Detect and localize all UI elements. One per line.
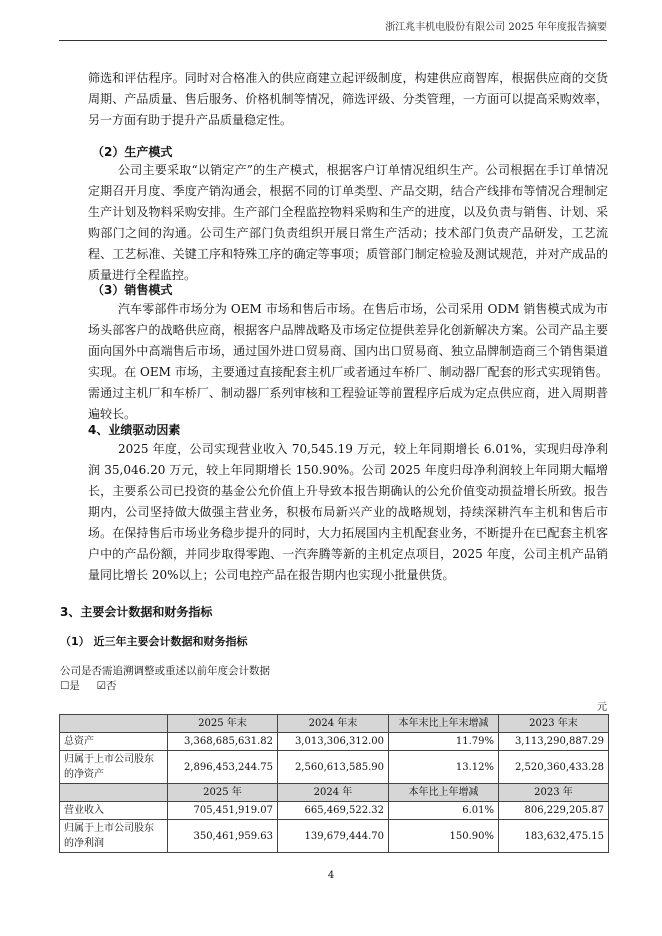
paragraph-performance-drivers: 2025 年度，公司实现营业收入 70,545.19 万元，较上年同期增长 6.01%，实现归母净利润 35,046.20 万元，较上年同期增长 150.90%。公司 2025 年度归母净利润较上年同期大幅增长，主要系公司已投资的基金公允价值上升导致本报告期确认的公允价值变动损益增长所致。报告期内，公司坚持做大做强主营业务，积极布局新兴产业的战略规划，持续深耕汽车主机和售后市场。在保持售后市场业务稳步提升的同时，大力拓展国内主机配套业务，不断提升在已配套主机客户中的产品份额，并同步取得零跑、一汽奔腾等新的主机定点项目，2025 年度，公司主机产品销量同比增长 20%以上；公司电控产品在报告期内也实现小批量供货。 (88, 442, 608, 582)
header-cell: 本年末比上年末增减 (389, 715, 499, 733)
table-cell: 3,013,306,312.00 (278, 733, 389, 751)
section-title-financial-data: 3、主要会计数据和财务指标 (60, 605, 213, 619)
table-cell: 3,368,685,631.82 (168, 733, 278, 751)
checkbox-unchecked-icon: ☐ (60, 680, 70, 692)
header-cell (60, 784, 168, 802)
table-cell: 665,469,522.32 (278, 802, 389, 820)
header-cell: 2025 年 (168, 784, 278, 802)
table-row (60, 733, 609, 751)
header-cell: 2023 年末 (499, 715, 609, 733)
heading-production-mode: （2）生产模式 (92, 145, 173, 159)
heading-sales-mode: （3）销售模式 (92, 283, 173, 297)
subsection-title-three-year-data: （1） 近三年主要会计数据和财务指标 (60, 635, 248, 648)
row-label: 营业收入 (60, 802, 168, 820)
table-cell: 3,113,290,887.29 (499, 733, 609, 751)
header-cell: 2024 年末 (278, 715, 389, 733)
table-cell: 183,632,475.15 (499, 820, 609, 853)
option-no-label: 否 (106, 680, 117, 692)
paragraph-procurement-cont: 筛选和评估程序。同时对合格准入的供应商建立起评级制度，构建供应商智库，根据供应商的交货周期、产品质量、售后服务、价格机制等情况，筛选评级、分类管理，一方面可以提高采购效率，另一方面有助于提升产品质量稳定性。 (88, 71, 608, 127)
table-cell: 350,461,959.63 (168, 820, 278, 853)
table-header-row (60, 784, 609, 802)
restatement-question: 公司是否需追溯调整或重述以前年度会计数据 (60, 665, 270, 677)
checkbox-checked-icon: ☑ (96, 680, 107, 692)
table-row (60, 751, 609, 784)
option-yes-label: 是 (69, 680, 80, 692)
table-cell: 705,451,919.07 (168, 802, 278, 820)
page-number: 4 (327, 870, 335, 881)
heading-performance-drivers: 4、业绩驱动因素 (88, 423, 181, 437)
header-cell: 2024 年 (278, 784, 389, 802)
table-cell: 2,520,360,433.28 (499, 751, 609, 784)
report-header-title: 浙江兆丰机电股份有限公司 2025 年年度报告摘要 (385, 22, 607, 33)
row-label: 归属于上市公司股东的净资产 (60, 751, 168, 784)
financial-data-table (59, 714, 609, 853)
paragraph-sales-mode: 汽车零部件市场分为 OEM 市场和售后市场。在售后市场，公司采用 ODM 销售模式成为市场头部客户的战略供应商，根据客户品牌战略及市场定位提供差异化创新解决方案。公司产品主要面向国外中高端售后市场，通过国外进口贸易商、国内出口贸易商、独立品牌制造商三个销售渠道实现。在 OEM 市场，主要通过直接配套主机厂或者通过车桥厂、制动器厂配套的形式实现销售。需通过主机厂和车桥厂、制动器厂系列审核和工程验证等前置程序后成为定点供应商，进入周期普遍较长。 (88, 302, 608, 421)
header-divider (59, 40, 607, 41)
header-cell: 2023 年 (499, 784, 609, 802)
table-cell: 13.12% (389, 751, 499, 784)
table-header-row (60, 715, 609, 733)
currency-unit: 元 (597, 702, 607, 713)
table-row (60, 820, 609, 853)
row-label: 归属于上市公司股东的净利润 (60, 820, 168, 853)
table-cell: 806,229,205.87 (499, 802, 609, 820)
table-row (60, 802, 609, 820)
table-cell: 139,679,444.70 (278, 820, 389, 853)
paragraph-production-mode: 公司主要采取“以销定产”的生产模式，根据客户订单情况组织生产。公司根据在手订单情况定期召开月度、季度产销沟通会，根据不同的订单类型、产品交期，结合产线排布等情况合理制定生产计划及物料采购安排。生产部门全程监控物料采购和生产的进度，以及负责与销售、计划、采购部门之间的沟通。公司生产部门负责组织开展日常生产活动；技术部门负责产品研发，工艺流程、工艺标准、关键工序和特殊工序的确定等事项；质管部门制定检验及测试规范，并对产成品的质量进行全程监控。 (88, 163, 608, 282)
table-cell: 150.90% (389, 820, 499, 853)
row-label: 总资产 (60, 733, 168, 751)
table-cell: 2,560,613,585.90 (278, 751, 389, 784)
header-cell: 本年比上年增减 (389, 784, 499, 802)
table-cell: 6.01% (389, 802, 499, 820)
table-cell: 2,896,453,244.75 (168, 751, 278, 784)
table-cell: 11.79% (389, 733, 499, 751)
header-cell (60, 715, 168, 733)
restatement-options (60, 679, 117, 693)
header-cell: 2025 年末 (168, 715, 278, 733)
